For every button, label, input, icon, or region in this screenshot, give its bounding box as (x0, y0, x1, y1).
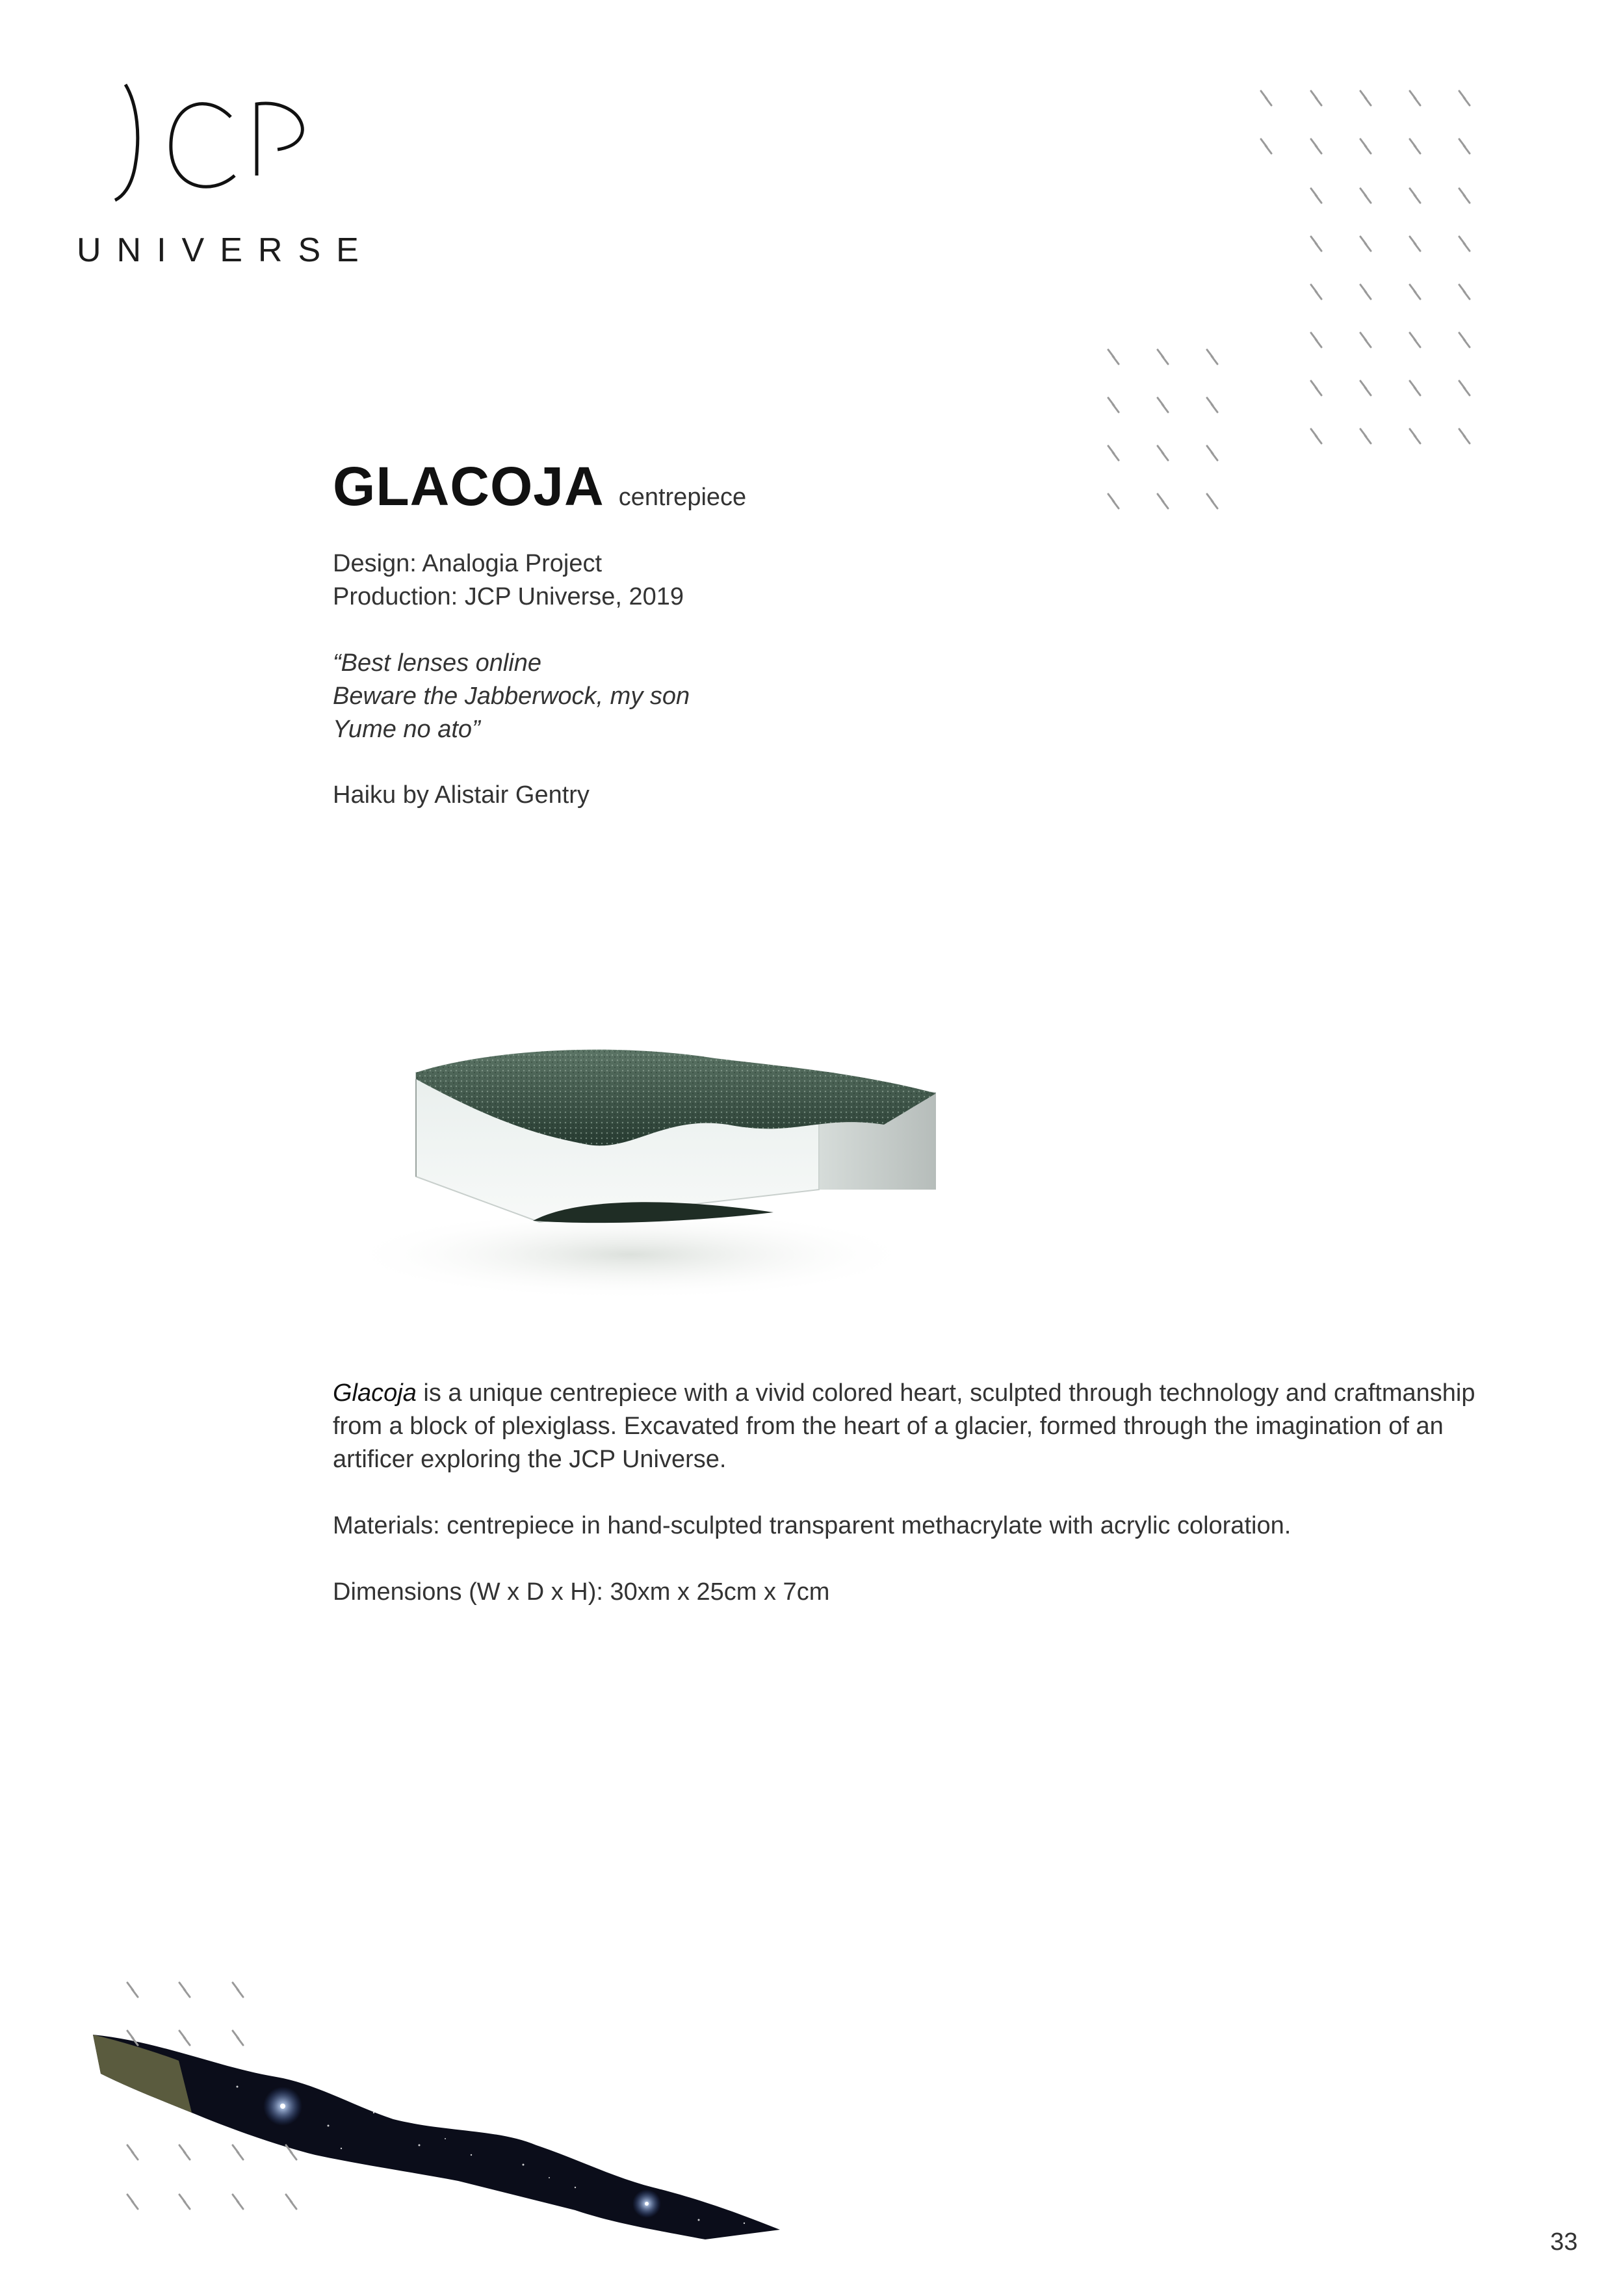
product-subtitle: centrepiece (618, 484, 747, 511)
dash-mark (1360, 285, 1371, 299)
dash-mark (1108, 398, 1119, 412)
dash-mark (1261, 91, 1271, 105)
description-body: is a unique centrepiece with a vivid colored heart, sculpted through technology and craftmanship from a block of plexiglass. Excavated from the heart of a glacier, formed through the imagination of an artificer exploring the JCP Universe. (333, 1379, 1475, 1473)
dimensions-text: Dimensions (W x D x H): 30xm x 25cm x 7cm (333, 1578, 830, 1606)
dash-mark (1311, 237, 1321, 251)
dash-mark (1459, 91, 1470, 105)
dash-mark (1410, 237, 1420, 251)
dash-mark (1207, 446, 1217, 460)
dash-mark (179, 1983, 190, 1997)
dash-mark (1410, 285, 1420, 299)
jcp-logo-icon (107, 78, 328, 208)
dash-mark (1207, 398, 1217, 412)
haiku (333, 647, 690, 746)
product-title: GLACOJA (333, 456, 604, 517)
dash-mark (1410, 189, 1420, 203)
haiku-credit: Haiku by Alistair Gentry (333, 781, 590, 809)
dash-mark (1410, 91, 1420, 105)
dash-mark (1459, 237, 1470, 251)
dash-mark (1360, 139, 1371, 153)
dash-mark (1311, 285, 1321, 299)
description-paragraph (333, 1377, 1516, 1476)
page-number: 33 (1550, 2228, 1578, 2256)
dash-mark (1207, 350, 1217, 364)
dash-mark (1158, 350, 1168, 364)
dash-mark (1311, 189, 1321, 203)
dash-mark (1459, 189, 1470, 203)
dash-mark (1360, 429, 1371, 443)
product-name-emphasis: Glacoja (333, 1379, 417, 1407)
dash-mark (1360, 189, 1371, 203)
dash-mark (1459, 381, 1470, 395)
dash-mark (1459, 285, 1470, 299)
production-credit: Production: JCP Universe, 2019 (333, 583, 684, 610)
dash-mark (1311, 429, 1321, 443)
dash-mark (1108, 494, 1119, 508)
dash-mark (233, 1983, 243, 1997)
dash-mark (1108, 446, 1119, 460)
dash-mark (1360, 381, 1371, 395)
dash-mark (127, 1983, 138, 1997)
description (333, 1377, 1516, 1642)
dash-mark (1410, 333, 1420, 347)
dash-mark (1410, 429, 1420, 443)
dash-mark (1207, 494, 1217, 508)
galaxy-strip-icon (81, 2015, 796, 2249)
dash-mark (1311, 381, 1321, 395)
dash-mark (1459, 429, 1470, 443)
dash-mark (1360, 91, 1371, 105)
haiku-line: Yume no ato” (333, 716, 480, 743)
dash-mark (1158, 494, 1168, 508)
plexiglass-sculpture-icon (325, 975, 962, 1326)
dash-mark (1158, 398, 1168, 412)
dash-mark (1311, 139, 1321, 153)
dash-mark (1410, 139, 1420, 153)
credits (333, 547, 684, 614)
dash-mark (1459, 333, 1470, 347)
dash-mark (1108, 350, 1119, 364)
haiku-line: Beware the Jabberwock, my son (333, 683, 690, 710)
dash-mark (1158, 446, 1168, 460)
logo-wordmark: UNIVERSE (77, 231, 374, 269)
design-credit: Design: Analogia Project (333, 550, 603, 577)
materials-text: Materials: centrepiece in hand-sculpted transparent methacrylate with acrylic coloration. (333, 1512, 1292, 1539)
haiku-line: “Best lenses online (333, 649, 542, 677)
dash-mark (1360, 333, 1371, 347)
dash-mark (1360, 237, 1371, 251)
dash-mark (1261, 139, 1271, 153)
dash-mark (1311, 333, 1321, 347)
title-block (333, 455, 746, 518)
dash-mark (1311, 91, 1321, 105)
dash-mark (1410, 381, 1420, 395)
dash-mark (1459, 139, 1470, 153)
